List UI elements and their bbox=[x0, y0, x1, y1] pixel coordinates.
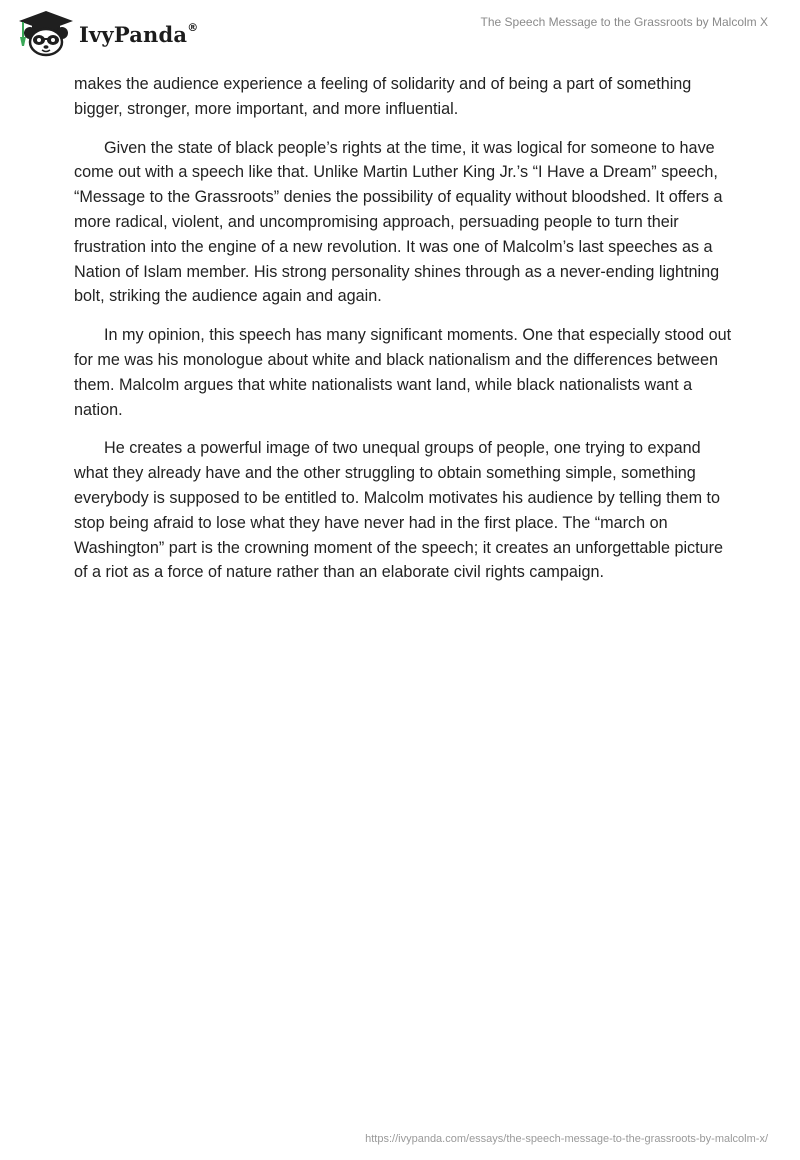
document-title: The Speech Message to the Grassroots by Malcolm X bbox=[480, 15, 768, 29]
paragraph-2: Given the state of black people’s rights at the time, it was logical for someone to have come out with a speech like that. Unlike Martin Luther King Jr.’s “I Have a Dream” speech, “Message to the Grassroots” denies the possibility of equality without bloodshed. It offers a more radical, violent, and uncompromising approach, persuading people to turn their frustration into the engine of a new revolution. It was one of Malcolm’s last speeches as a Nation of Islam member. His strong personality shines through as a never-ending lightning bolt, striking the audience again and again. bbox=[74, 138, 723, 306]
logo-wordmark bbox=[79, 22, 198, 47]
registered-mark: ® bbox=[187, 20, 199, 34]
source-url[interactable]: https://ivypanda.com/essays/the-speech-message-to-the-grassroots-by-malcolm-x/ bbox=[365, 1133, 768, 1145]
logo-text: IvyPanda bbox=[79, 21, 188, 47]
page-header bbox=[0, 0, 800, 66]
panda-graduate-icon bbox=[15, 8, 77, 58]
paragraph-4: He creates a powerful image of two unequal groups of people, one trying to expand what they already have and the other struggling to obtain something simple, something everybody is supposed to be entitled to. Malcolm motivates his audience by telling them to stop being afraid to lose what they have never had in the first place. The “march on Washington” part is the crowning moment of the speech; it creates an unforgettable picture of a riot as a force of nature rather than an elaborate civil rights campaign. bbox=[74, 439, 724, 582]
essay-body bbox=[74, 72, 734, 599]
paragraph-3: In my opinion, this speech has many significant moments. One that especially stood out for me was his monologue about white and black nationalism and the differences between them. Malcolm argues that white nationalists want land, while black nationalists want a nation. bbox=[74, 326, 732, 419]
ivypanda-logo[interactable] bbox=[15, 8, 198, 58]
paragraph-1: makes the audience experience a feeling of solidarity and of being a part of something bigger, stronger, more important, and more influential. bbox=[74, 75, 692, 118]
